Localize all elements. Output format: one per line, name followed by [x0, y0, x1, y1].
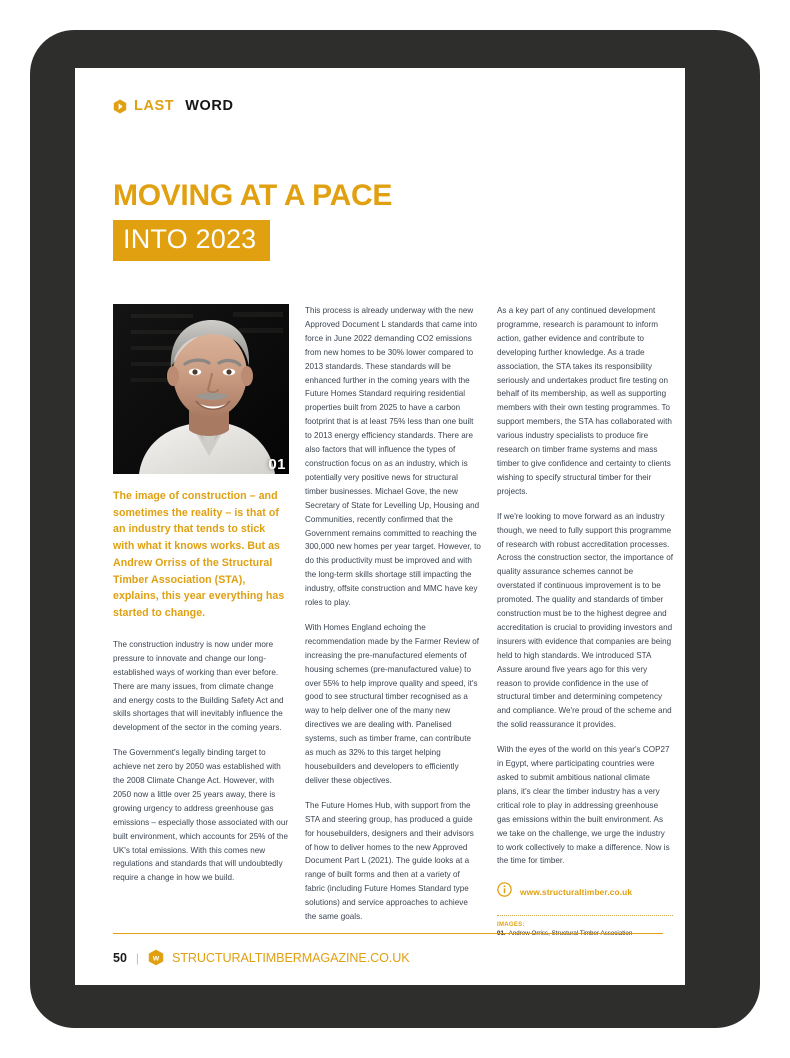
- hexagon-w-icon: [148, 949, 164, 966]
- column-2: [305, 304, 481, 937]
- website-link[interactable]: [497, 882, 673, 902]
- image-credit-text: Andrew Orriss, Structural Timber Association: [508, 930, 633, 938]
- column-3: [497, 304, 673, 937]
- photo-number-label: 01: [268, 456, 286, 473]
- section-kicker: [113, 98, 663, 114]
- page-title: MOVING AT A PACE: [113, 179, 393, 212]
- paragraph: If we're looking to move forward as an industry though, we need to fully support this programme of research with robust accreditation processes. Across the construction sector, the importance of quality assurance schemes cannot be overstated if continuous improvement is to be promoted. The quality and standards of timber construction must be to the highest degree and accreditation is crucial to providing investors and insurers with evidence that companies are being held to high standards. We introduced STA Assure around five years ago for this very reason to provide confidence in the use of structural timber and determining competency and compliance. We're proud of the scheme and the solid reassurance it provides.: [497, 511, 673, 730]
- article-columns: [113, 304, 673, 938]
- paragraph: This process is already underway with the new Approved Document L standards that came into force in June 2022 demanding CO2 emissions from new homes to be 30% lower compared to 2013 standards. These standards will be enhanced further in the coming years with the Future Homes Standard requiring residential properties built from 2025 to have a carbon footprint that is at least 75% less than one built to 2013 energy efficiency standards. There are also factors that will influence the types of construction focus on as an industry, which is potentially very positive news for structural timber businesses. Michael Gove, the new Secretary of State for Levelling Up, Housing and Communities, recently confirmed that the Government remains committed to reaching the 300,000 new homes per year target. However, to do this productivity must be improved and with the long-term skills shortage still impacting the industry, offsite construction and MMC have key roles to play.: [305, 306, 481, 608]
- paragraph: With the eyes of the world on this year's COP27 in Egypt, where participating countries were asked to submit ambitious national climate plans, it's clear the timber industry has a very critical role to play in addressing greenhouse gas emissions within the built environment. As we take on the challenge, we urge the industry to work collectively to make a difference. Now is the time for timber.: [497, 745, 670, 866]
- standfirst: The image of construction – and sometimes the reality – is that of an industry that tends to stick with what it knows works. But as Andrew Orriss of the Structural Timber Association (STA), explains, this year everything has started to change.: [113, 490, 285, 620]
- hex-chevron-icon: [113, 99, 127, 114]
- website-url: www.structuraltimber.co.uk: [520, 887, 633, 898]
- footer-website: STRUCTURALTIMBERMAGAZINE.CO.UK: [172, 950, 410, 965]
- footer-divider: |: [135, 950, 140, 965]
- footer-rule: [113, 933, 663, 934]
- paragraph: The construction industry is now under more pressure to innovate and change our long-established ways of working than ever before. There are many issues, from climate change and energy costs to the Building Safety Act and skills shortages that will inevitably influence the development of the sector in the coming years.: [113, 639, 284, 733]
- svg-text:w: w: [152, 953, 160, 963]
- image-credit-number: 01.: [497, 930, 506, 938]
- paragraph: With Homes England echoing the recommendation made by the Farmer Review of increasing the pre-manufactured elements of housing schemes (pre-manufactured value) to over 55% to help improve quality and speed, it's good to see structural timber recognised as a way to help deliver one of the many new directives we are dealing with. Panelised systems, such as timber frame, can contribute as much as 32% to this target helping housebuilders and developers to efficiently deliver these objectives.: [305, 622, 480, 785]
- page-content-area: [113, 88, 673, 985]
- paragraph: As a key part of any continued development programme, research is paramount to inform action, gather evidence and contribute to developing further knowledge. As a trade association, the STA takes its responsibility seriously and undertakes product fire testing on behalf of its membership, as well as supporting members with their own testing programmes. To support members, the STA has collaborated with various industry specialists to produce fire research on timber frame systems and mass timber to give confidence and certainty to clients wishing to specify structural timber for their projects.: [497, 306, 672, 496]
- column-1: [113, 304, 289, 937]
- info-circle-icon: [497, 882, 512, 902]
- page-number: 50: [113, 950, 127, 965]
- kicker-word-word: WORD: [185, 98, 234, 114]
- headline-badge: INTO 2023: [113, 220, 270, 261]
- headline-block: [113, 180, 663, 261]
- magazine-page: [75, 68, 685, 985]
- portrait-photo: [113, 304, 289, 474]
- images-label: IMAGES:: [497, 922, 525, 929]
- credit-divider: [497, 915, 673, 916]
- paragraph: The Government's legally binding target to achieve net zero by 2050 was established with the 2008 Climate Change Act. However, with 2050 now a little over 25 years away, there is growing urgency to address greenhouse gas emissions – especially those associated with our built environment, which accounts for 25% of the UK's total emissions. With this comes new regulations and standards that will undoubtedly require a change in how we build.: [113, 748, 289, 883]
- kicker-word-last: LAST: [134, 98, 175, 114]
- paragraph: The Future Homes Hub, with support from the STA and steering group, has produced a guide for housebuilders, designers and their advisors of how to deliver homes to the new Approved Document Part L (2021). The guide looks at a range of built forms and then at a variety of fabric (including Future Homes Standard type solutions) and service approaches to achieve the same goals.: [305, 800, 474, 922]
- page-footer: [113, 949, 410, 966]
